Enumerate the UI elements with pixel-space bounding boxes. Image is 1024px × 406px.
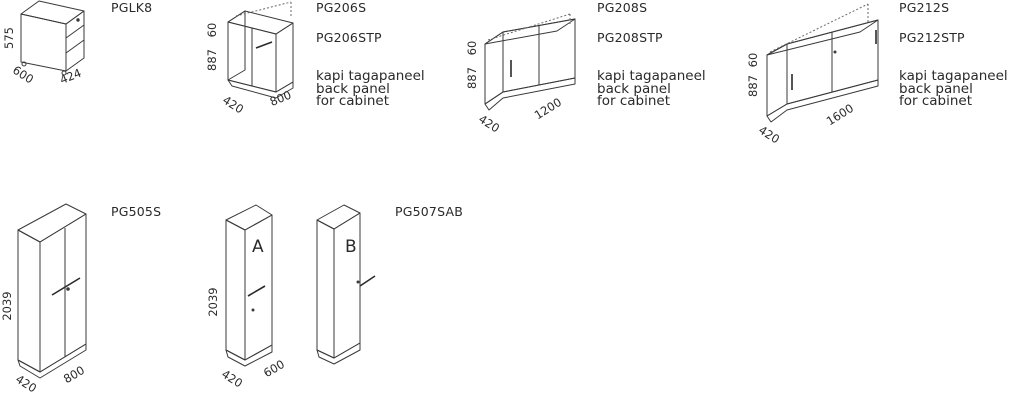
pg507-cabinet-a-drawing — [206, 205, 287, 390]
pg507-door-a-label: A — [252, 237, 264, 257]
back-panel-note-line1: kapi tagapaneel — [597, 68, 706, 84]
pg212-plinth — [767, 80, 878, 122]
pg208-code: PG208S — [597, 0, 648, 15]
pglk8-lock — [77, 19, 79, 21]
pg507-code: PG507SAB — [395, 204, 463, 219]
pg507a-lock — [252, 309, 254, 311]
pg206-handle — [256, 42, 272, 48]
pg206-right — [276, 23, 293, 92]
pg505-top — [18, 204, 86, 242]
pg507b-lock — [357, 281, 359, 283]
pglk8-dim-width: 424 — [57, 65, 84, 87]
back-panel-note-line1: kapi tagapaneel — [899, 68, 1008, 84]
pglk8-code: PGLK8 — [111, 0, 153, 15]
pglk8-drawer-line — [66, 25, 84, 38]
pg208-drawing — [465, 14, 575, 135]
pg208-alt-code: PG208STP — [597, 30, 663, 45]
pg507-dim-width: 600 — [260, 356, 288, 381]
pg505-lock — [67, 288, 70, 291]
pg507a-handle — [248, 286, 265, 296]
pg212-top — [767, 20, 878, 55]
pg505-side — [18, 230, 40, 372]
pg505-code: PG505S — [111, 204, 162, 219]
pg212-dim-top: 60 — [746, 52, 760, 68]
pg206-side — [228, 11, 245, 80]
pg505-dim-width: 800 — [60, 362, 88, 387]
pg212-dim-height: 887 — [746, 75, 760, 97]
pg208-dim-depth: 420 — [476, 111, 503, 136]
pg212-side — [767, 44, 787, 116]
pg507b-plinth — [317, 343, 360, 364]
back-panel-note-line3: for cabinet — [597, 93, 671, 109]
pg212-back-panel-outline — [770, 4, 868, 52]
pg507b-front — [334, 213, 360, 358]
pg212-lock — [834, 51, 836, 53]
pg206-dim-width: 800 — [267, 87, 294, 109]
pg206-drawing — [205, 2, 293, 116]
pg507-door-b-label: B — [345, 237, 357, 257]
pg507b-side — [317, 220, 334, 358]
back-panel-note-line3: for cabinet — [899, 93, 973, 109]
pg208-dim-top: 60 — [465, 40, 479, 56]
pg206-dim-height: 887 — [205, 49, 219, 71]
pglk8-drawing — [2, 1, 84, 87]
pg206-back-panel-outline — [236, 2, 291, 16]
back-panel-note-line2: back panel — [597, 80, 671, 97]
pg505-dim-depth: 420 — [13, 371, 40, 396]
pg212-code: PG212S — [899, 0, 950, 15]
pg507-cabinet-b-drawing — [317, 205, 375, 364]
pg212-dim-width: 1600 — [823, 100, 857, 129]
pglk8-dim-depth: 600 — [10, 62, 37, 87]
back-panel-note-line2: back panel — [316, 80, 390, 97]
pg505-dim-height: 2039 — [0, 291, 14, 321]
pglk8-drawer-line — [66, 40, 84, 53]
pg208-dim-width: 1200 — [531, 94, 565, 123]
pglk8-front — [66, 11, 84, 71]
pglk8-dim-height: 575 — [2, 27, 16, 49]
pg507-dim-depth: 420 — [219, 366, 246, 391]
back-panel-note-line1: kapi tagapaneel — [316, 68, 425, 84]
pg212-dim-depth: 420 — [756, 122, 783, 147]
pg206-back-panel-note — [316, 70, 425, 108]
back-panel-note-line3: for cabinet — [316, 93, 390, 109]
pg505-drawing — [0, 204, 87, 395]
pg507a-top — [226, 205, 272, 230]
pg208-dim-height: 887 — [465, 67, 479, 89]
pg507-dim-height: 2039 — [206, 287, 220, 317]
pg212-back-panel-note — [899, 70, 1008, 108]
pg505-handle — [52, 278, 80, 295]
pg206-dim-top: 60 — [205, 22, 219, 38]
pg208-top — [485, 19, 575, 44]
pg206-alt-code: PG206STP — [316, 30, 382, 45]
pg206-dim-depth: 420 — [220, 92, 247, 117]
pglk8-side — [21, 14, 66, 71]
pg212-drawing — [746, 4, 878, 146]
pg507a-plinth — [226, 345, 272, 366]
pg206-code: PG206S — [316, 0, 367, 15]
back-panel-note-line2: back panel — [899, 80, 973, 97]
pg507b-handle — [360, 276, 375, 286]
pg507a-side — [226, 220, 245, 360]
pg212-alt-code: PG212STP — [899, 30, 965, 45]
pg208-back-panel-note — [597, 70, 706, 108]
